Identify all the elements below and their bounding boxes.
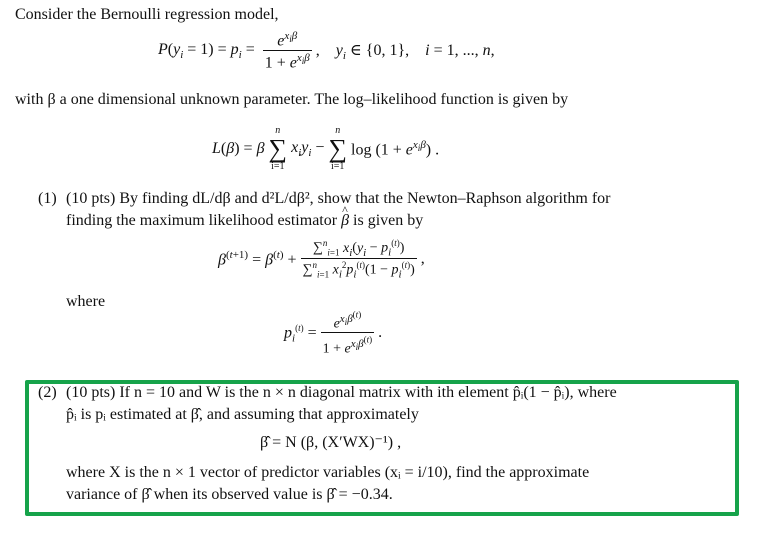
part2-label: (2) (38, 384, 57, 401)
model-equation: $P(y_i = 1) = p_i$ = $\frac{e^{x_i\beta}}{1 + e^{x_i\beta}}$ , $y_i$ ∈ {0, 1}, i = 1, ..., n, (158, 30, 495, 72)
part2-distribution: β̂ = N (β, (X′WX)⁻¹) , (260, 434, 402, 451)
part1-line2: finding the maximum likelihood estimator ^ β is given by (66, 212, 423, 230)
where-text: where (66, 293, 106, 310)
loglik-equation: L(β) = β n ∑ i=1 $x_iy_i$ − n ∑ i=1 $\log (1 + e^{x_i\beta})$ . (212, 125, 440, 172)
part2-line4: variance of β̂ when its observed value is β̂ = −0.34. (66, 486, 393, 503)
loglik-intro: with β a one dimensional unknown parameter. The log–likelihood function is given by (15, 91, 569, 108)
part2-line2: p̂ᵢ is pᵢ estimated at β̂, and assuming that approximately (66, 406, 419, 423)
part2-line1: (10 pts) If n = 10 and W is the n × n diagonal matrix with ith element p̂ᵢ(1 − p̂ᵢ), where (66, 384, 617, 401)
part2-line3: where X is the n × 1 vector of predictor variables (xᵢ = i/10), find the approximate (66, 464, 590, 481)
part1-line1: (10 pts) By finding dL/dβ and d²L/dβ², show that the Newton–Raphson algorithm for (66, 190, 611, 207)
part1-label: (1) (38, 190, 57, 207)
newton-raphson-update: $\beta^{(t+1)} = \beta^{(t)}$ + $\frac{\sum^n_{i=1} x_i(y_i - p_i^{(t)})}{\sum^n_{i=1} x_i^2p_i^{(t)}(1 - p_i^{(t)})}$ , (218, 238, 425, 281)
p-definition: $p_i^{(t)}$ = $\frac{e^{x_i\beta^{(t)}}}{1 + e^{x_i\beta^{(t)}}}$ . (284, 309, 383, 357)
intro-text: Consider the Bernoulli regression model, (15, 6, 279, 23)
